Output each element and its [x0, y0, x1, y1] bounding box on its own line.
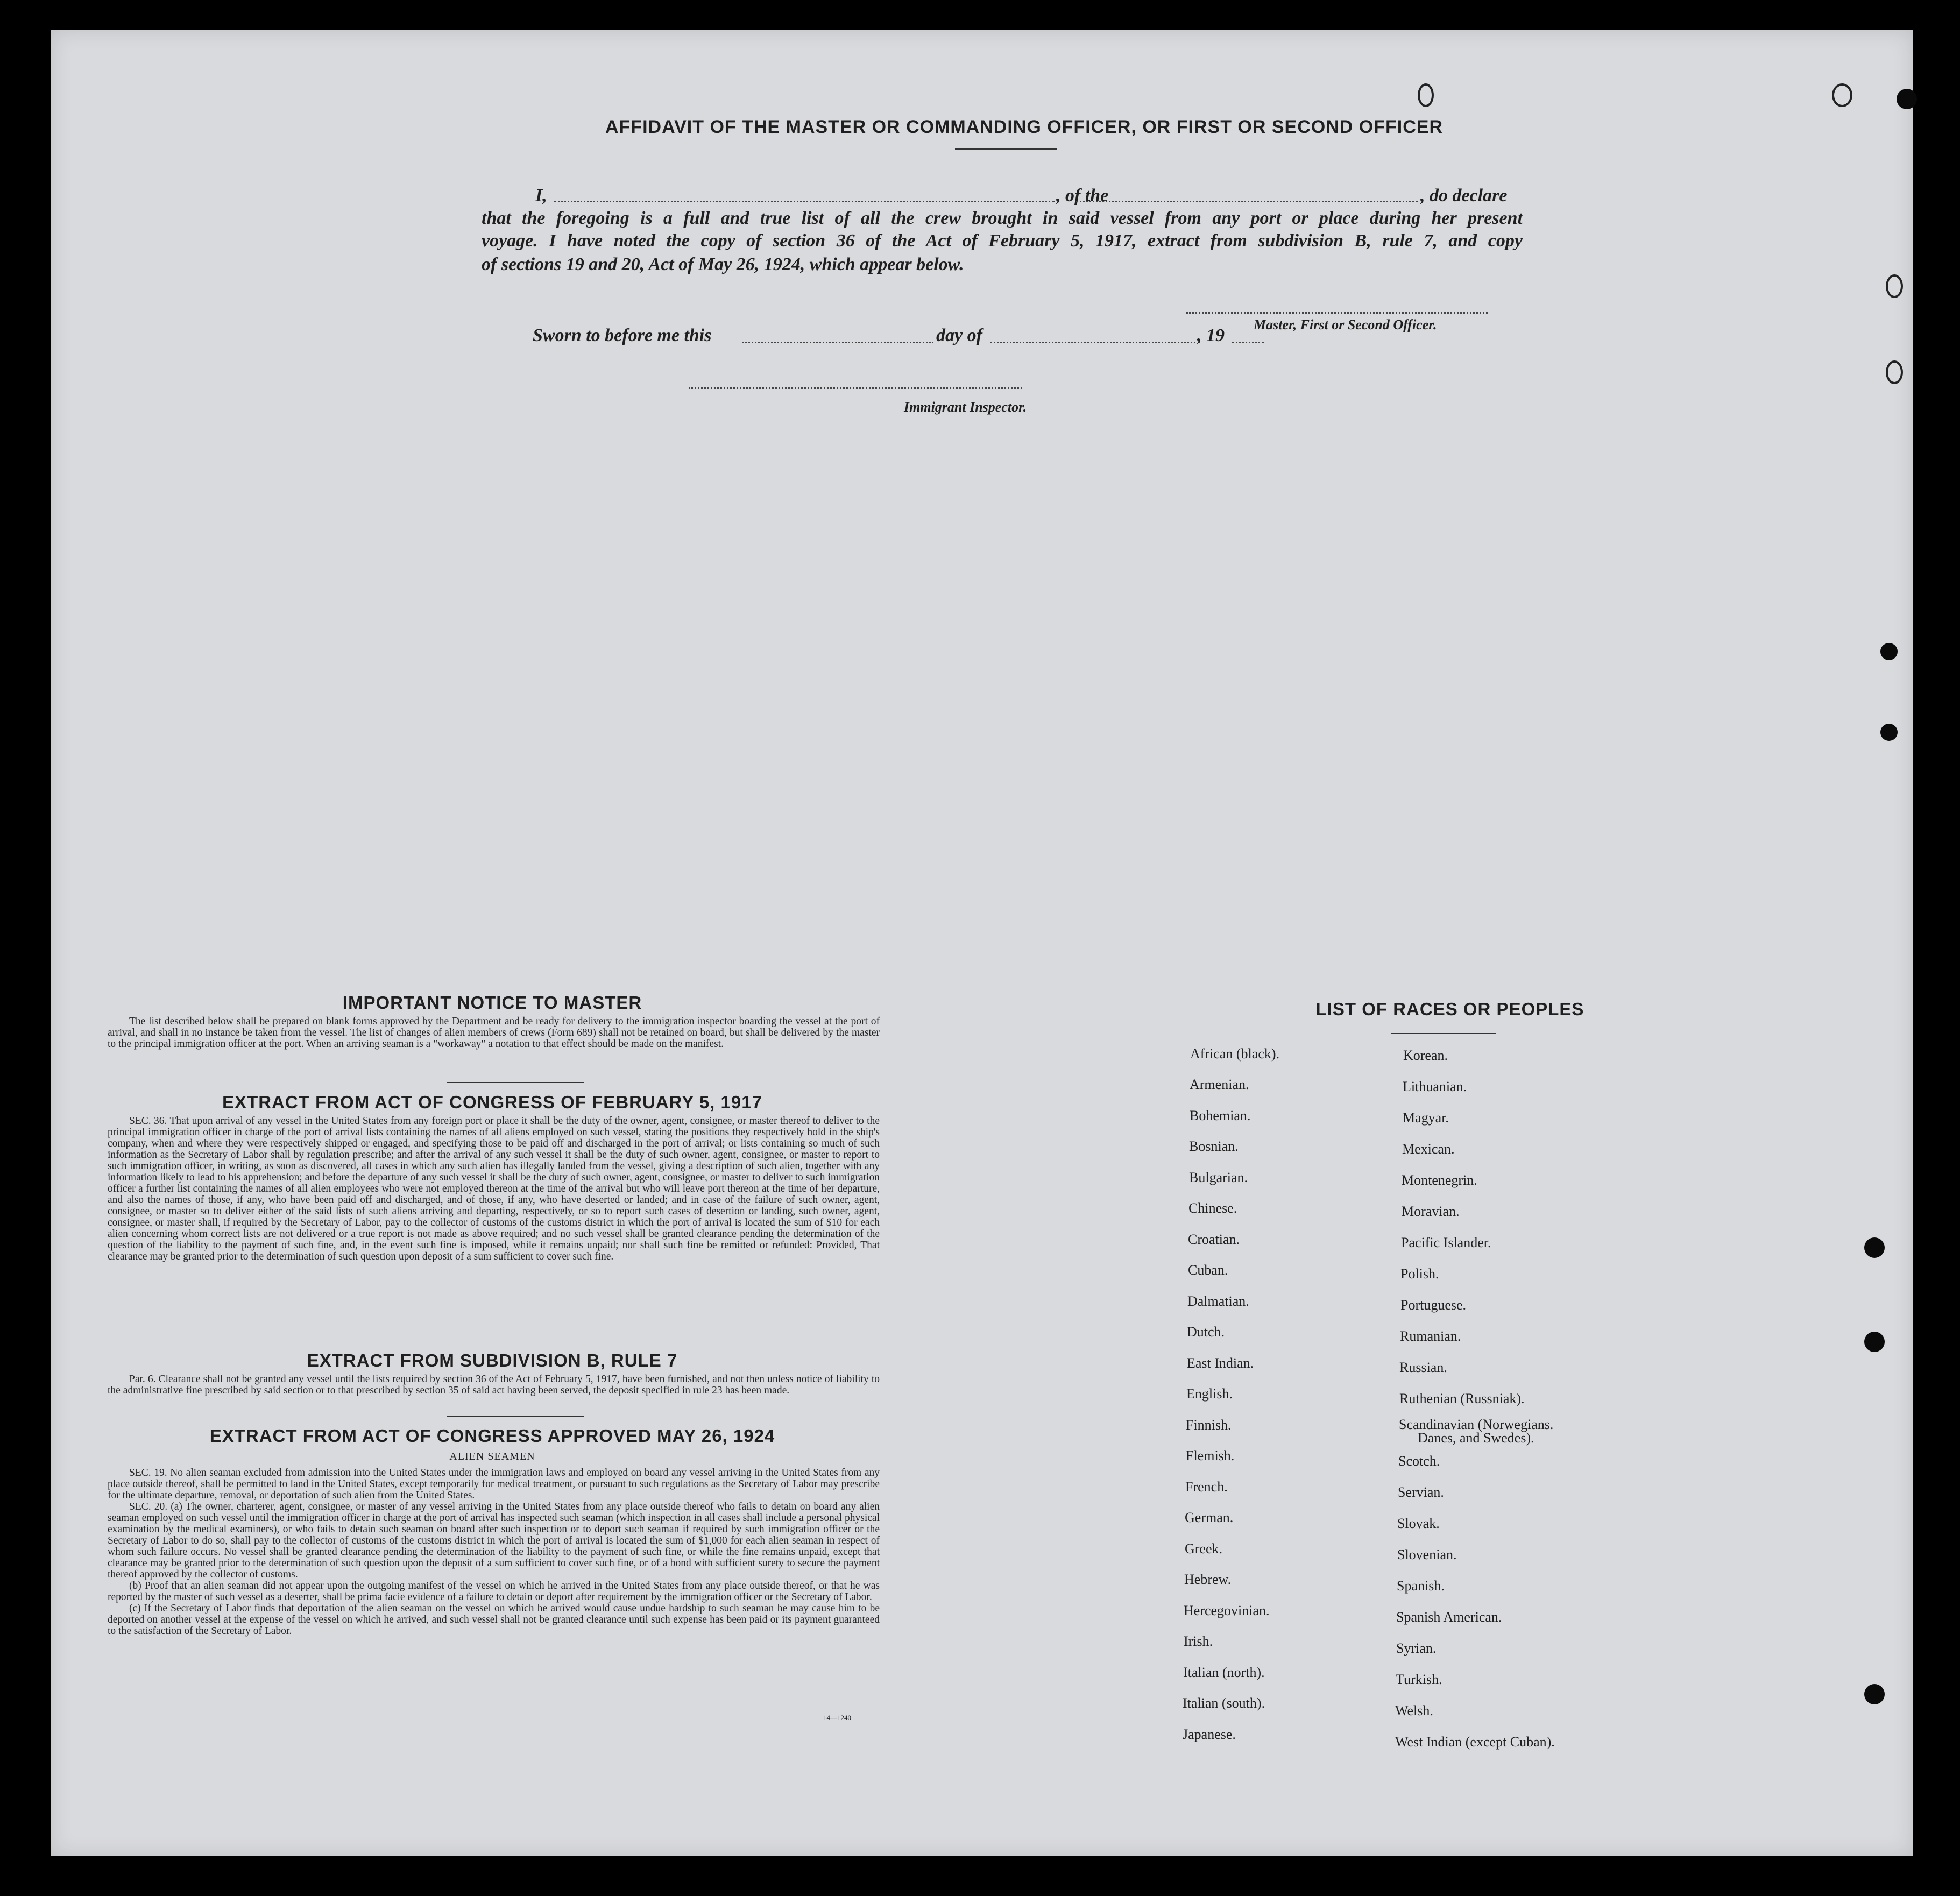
race-item: Bulgarian. [1189, 1170, 1248, 1185]
races-divider [1391, 1033, 1496, 1034]
race-item: Spanish American. [1396, 1609, 1502, 1625]
race-item: Magyar. [1403, 1110, 1449, 1126]
alien-seamen-subtitle: ALIEN SEAMEN [449, 1451, 535, 1462]
race-item: African (black). [1190, 1046, 1280, 1062]
race-item: Irish. [1184, 1633, 1213, 1649]
race-item-continuation: Danes, and Swedes). [1418, 1430, 1534, 1446]
race-item: Japanese. [1183, 1727, 1236, 1742]
race-item: Lithuanian. [1403, 1079, 1467, 1094]
race-item: Scandinavian (Norwegians. [1399, 1417, 1554, 1432]
race-item: Moravian. [1402, 1204, 1460, 1219]
punch-hole-icon [1897, 89, 1917, 109]
sworn-text: Sworn to before me this [533, 326, 712, 345]
section-20b-paragraph: (b) Proof that an alien seaman did not appear upon the outgoing manifest of the vessel on which he arrived in the United States from any place outside thereof, or that he was reported by the master of such vessel as a deserter, shall be prima facie evidence of a failure to detain or deport after requirement by the immigration officer or the Secretary of Labor. [108, 1580, 880, 1603]
punch-hole-icon [1864, 1332, 1885, 1352]
race-item: Portuguese. [1400, 1297, 1467, 1313]
sworn-year-label: , 19 [1197, 326, 1225, 345]
affidavit-line-1-end: , do declare [1420, 186, 1508, 206]
punch-hole-icon [1864, 1684, 1885, 1704]
race-item: Russian. [1399, 1360, 1447, 1375]
inspector-label: Immigrant Inspector. [904, 399, 1027, 415]
race-item: West Indian (except Cuban). [1395, 1734, 1555, 1750]
master-signature-label: Master, First or Second Officer. [1254, 317, 1437, 332]
punch-hole-icon [1864, 1237, 1885, 1258]
ring-hole-icon [1418, 83, 1434, 107]
race-item: Italian (north). [1183, 1665, 1265, 1680]
race-item: Syrian. [1396, 1640, 1437, 1656]
races-title: LIST OF RACES OR PEOPLES [1315, 999, 1584, 1019]
section-20a-paragraph: SEC. 20. (a) The owner, charterer, agent, consignee, or master of any vessel arriving in the United States from any place outside thereof who fails to detain on board any alien seaman employed on such vessel until the immigration officer in charge at the port of arrival has inspected such seaman (which inspection in all cases shall include a personal physical examination by the medical examiners), or who fails to detain such seaman on board after such inspection or to deport such seaman if required by such immigration officer or the Secretary of Labor to do so, shall pay to the collector of customs of the customs district in which the port of arrival is located the sum of $1,000 for each alien seaman in respect of whom such failure occurs. No vessel shall be granted clearance pending the determination of the liability to the payment of such fine, or while the fine remains unpaid, except that clearance may be granted prior to the determination of such question upon the deposit of a sum sufficient to cover such fine, or of a bond with sufficient surety to secure the payment thereof approved by the collector of customs. [108, 1501, 880, 1580]
extract-1924-text [108, 1467, 880, 1637]
race-item: Polish. [1400, 1266, 1439, 1282]
race-item: Cuban. [1188, 1262, 1228, 1278]
affidavit-line-4: of sections 19 and 20, Act of May 26, 1924, which appear below. [482, 254, 964, 274]
race-item: Hercegovinian. [1184, 1603, 1270, 1618]
subdivision-text [108, 1374, 880, 1396]
race-item: Montenegrin. [1402, 1172, 1477, 1188]
vessel-blank [1076, 201, 1418, 202]
ring-hole-icon [1886, 360, 1903, 384]
race-item: Dalmatian. [1187, 1293, 1249, 1309]
race-item: German. [1185, 1510, 1234, 1525]
affidavit-line-1-start: I, [535, 186, 547, 206]
document-page [51, 30, 1913, 1856]
race-item: Dutch. [1187, 1324, 1225, 1340]
race-item: Chinese. [1188, 1200, 1237, 1216]
inspector-signature-line [689, 387, 1022, 389]
race-item: Spanish. [1397, 1578, 1445, 1594]
punch-hole-icon [1880, 643, 1898, 660]
race-item: East Indian. [1187, 1355, 1254, 1371]
subdivision-divider [447, 1416, 584, 1417]
race-item: Flemish. [1186, 1448, 1235, 1463]
notice-paragraph: The list described below shall be prepared on blank forms approved by the Department and be ready for delivery to the immigration inspector boarding the vessel at the port of arrival, and shall in no instance be taken from the vessel. The list of changes of alien members of crews (Form 689) shall not be retained on board, but shall be delivered by the master to the principal immigration officer at the port. When an arriving seaman is a "workaway" a notation to that effect should be made on the manifest. [108, 1016, 880, 1050]
title-divider [955, 148, 1057, 150]
race-item: Mexican. [1402, 1141, 1455, 1157]
race-item: Turkish. [1396, 1672, 1442, 1687]
form-number: 14—1240 [823, 1714, 851, 1722]
affidavit-line-2: that the foregoing is a full and true list of all the crew brought in said vessel from any port or place during her present [482, 208, 1523, 228]
race-item: Bosnian. [1189, 1138, 1239, 1154]
race-item: Italian (south). [1183, 1695, 1265, 1711]
race-item: Croatian. [1188, 1232, 1240, 1247]
sworn-month-blank [990, 342, 1200, 343]
name-blank [554, 201, 1055, 202]
race-item: Servian. [1398, 1484, 1444, 1500]
sworn-year-blank [1232, 342, 1264, 343]
race-item: French. [1185, 1479, 1228, 1495]
sworn-day-blank [742, 342, 933, 343]
race-item: Welsh. [1395, 1703, 1433, 1718]
extract-1917-text [108, 1115, 880, 1262]
affidavit-line-3: voyage. I have noted the copy of section 36 of the Act of February 5, 1917, extract from subdivision B, rule 7, and copy [482, 231, 1523, 251]
affidavit-title: AFFIDAVIT OF THE MASTER OR COMMANDING OFFICER, OR FIRST OR SECOND OFFICER [605, 117, 1443, 137]
race-item: Armenian. [1190, 1077, 1249, 1092]
master-signature-line [1186, 312, 1488, 314]
race-item: Rumanian. [1400, 1328, 1461, 1344]
ring-hole-icon [1886, 274, 1903, 298]
race-item: Greek. [1185, 1541, 1223, 1557]
race-item: Pacific Islander. [1401, 1235, 1491, 1250]
section-20c-paragraph: (c) If the Secretary of Labor finds that deportation of the alien seaman on the vessel on which he arrived would cause undue hardship to such seaman he may cause him to be deported on another vessel at the expense of the vessel on which he arrived, and such vessel shall not be granted clearance until such expense has been paid or its payment guaranteed to the satisfaction of the Secretary of Labor. [108, 1603, 880, 1637]
race-item: Scotch. [1398, 1453, 1440, 1469]
subdivision-title: EXTRACT FROM SUBDIVISION B, RULE 7 [307, 1350, 678, 1370]
race-item: English. [1186, 1386, 1233, 1402]
race-item: Bohemian. [1190, 1108, 1251, 1123]
ring-hole-icon [1832, 83, 1852, 107]
extract-1924-title: EXTRACT FROM ACT OF CONGRESS APPROVED MAY 26, 1924 [209, 1426, 775, 1446]
notice-divider [447, 1082, 584, 1083]
section-19-paragraph: SEC. 19. No alien seaman excluded from admission into the United States under the immigration laws and employed on board any vessel arriving in the United States from any place outside thereof, shall be permitted to land in the United States, except temporarily for medical treatment, or pursuant to such regulations as the Secretary of Labor may prescribe for the ultimate departure, removal, or deportation of such alien from the United States. [108, 1467, 880, 1501]
punch-hole-icon [1880, 724, 1898, 741]
race-item: Ruthenian (Russniak). [1399, 1391, 1525, 1406]
section-36-paragraph: SEC. 36. That upon arrival of any vessel in the United States from any foreign port or place it shall be the duty of the owner, agent, consignee, or master thereof to deliver to the principal immigration officer in charge of the port of arrival lists containing the names of all aliens employed on such vessel, stating the positions they respectively hold in the ship's company, when and where they were respectively shipped or engaged, and specifying those to be paid off and discharged in the port of arrival; or lists containing so much of such information as the Secretary of Labor shall by regulation prescribe; and after the arrival of any such vessel it shall be the duty of such owner, agent, consignee, or master to report to such immigration officer, in writing, as soon as discovered, all cases in which any such alien has illegally landed from the vessel, giving a description of such alien, together with any information likely to lead to his apprehension; and before the departure of any such vessel it shall be the duty of such owner, agent, consignee, or master to deliver to such immigration officer a further list containing the names of all alien employees who were not employed thereon at the time of the arrival but who will leave port thereon at the time of her departure, and also the names of those, if any, who have been paid off and discharged, and of those, if any, who have deserted or landed; and in case of the failure of such owner, agent, consignee, or master so to deliver either of the said lists of such aliens arriving and departing, respectively, or so to report such cases of desertion or landing, such owner, agent, consignee, or master shall, if required by the Secretary of Labor, pay to the collector of customs of the customs district in which the port of arrival is located the sum of $10 for each alien concerning whom correct lists are not delivered or a true report is not made as above required; and no such vessel shall be granted clearance pending the determination of the question of the liability to the payment of such fine, and, in the event such fine is imposed, while it remains unpaid; nor shall such fine be remitted or refunded: Provided, That clearance may be granted prior to the determination of such question upon deposit of a sum sufficient to cover such fine. [108, 1115, 880, 1262]
affidavit-line-1-mid: , of the [1056, 186, 1109, 206]
race-item: Slovak. [1397, 1516, 1440, 1531]
race-item: Finnish. [1186, 1417, 1232, 1433]
par-6-paragraph: Par. 6. Clearance shall not be granted any vessel until the lists required by section 36 of the Act of February 5, 1917, have been furnished, and not then unless notice of liability to the administrative fine prescribed by said section or to that prescribed by section 35 of said act having been served, the deposit specified in rule 23 has been made. [108, 1374, 880, 1396]
sworn-day-label: day of [936, 326, 982, 345]
notice-text [108, 1016, 880, 1050]
extract-1917-title: EXTRACT FROM ACT OF CONGRESS OF FEBRUARY 5, 1917 [222, 1092, 762, 1112]
race-item: Hebrew. [1184, 1572, 1232, 1587]
notice-title: IMPORTANT NOTICE TO MASTER [342, 993, 642, 1013]
race-item: Korean. [1403, 1048, 1448, 1063]
race-item: Slovenian. [1397, 1547, 1457, 1562]
